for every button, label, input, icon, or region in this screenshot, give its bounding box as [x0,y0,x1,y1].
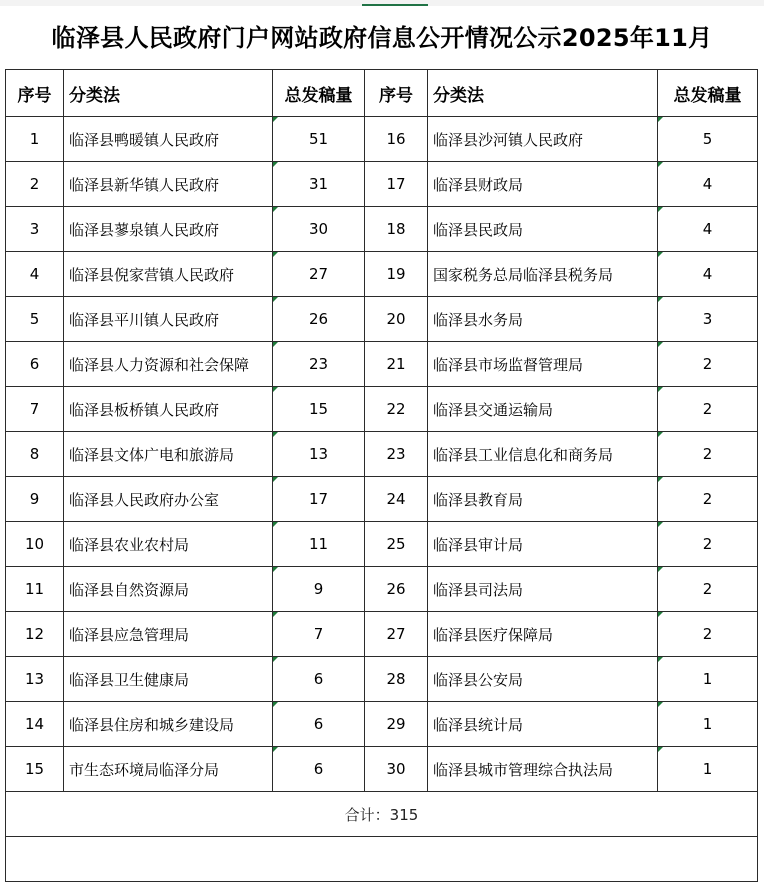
count-cell[interactable]: 2 [658,477,758,522]
header-seq[interactable]: 序号 [365,70,428,117]
seq-cell[interactable]: 3 [6,207,64,252]
seq-cell[interactable]: 8 [6,432,64,477]
seq-cell[interactable]: 5 [6,297,64,342]
category-cell[interactable]: 临泽县交通运输局 [428,387,658,432]
count-cell[interactable]: 9 [273,567,365,612]
header-category[interactable]: 分类法 [64,70,273,117]
table-row [6,117,758,162]
seq-cell[interactable]: 4 [6,252,64,297]
count-cell[interactable]: 2 [658,342,758,387]
count-cell[interactable]: 1 [658,657,758,702]
category-cell[interactable]: 临泽县财政局 [428,162,658,207]
seq-cell[interactable]: 23 [365,432,428,477]
header-seq[interactable]: 序号 [6,70,64,117]
category-cell[interactable]: 临泽县倪家营镇人民政府 [64,252,273,297]
category-cell[interactable]: 临泽县水务局 [428,297,658,342]
seq-cell[interactable]: 30 [365,747,428,792]
seq-cell[interactable]: 20 [365,297,428,342]
seq-cell[interactable]: 1 [6,117,64,162]
count-cell[interactable]: 4 [658,207,758,252]
category-cell[interactable]: 国家税务总局临泽县税务局 [428,252,658,297]
count-cell[interactable]: 2 [658,567,758,612]
table-row [6,657,758,702]
category-cell[interactable]: 临泽县审计局 [428,522,658,567]
count-cell[interactable]: 2 [658,522,758,567]
table-row [6,252,758,297]
category-cell[interactable]: 临泽县工业信息化和商务局 [428,432,658,477]
table-row [6,567,758,612]
table-body [6,117,758,792]
count-cell[interactable]: 6 [273,657,365,702]
table-row [6,432,758,477]
seq-cell[interactable]: 11 [6,567,64,612]
table-row [6,297,758,342]
header-category[interactable]: 分类法 [428,70,658,117]
table-row [6,702,758,747]
category-cell[interactable]: 临泽县应急管理局 [64,612,273,657]
category-cell[interactable]: 临泽县卫生健康局 [64,657,273,702]
seq-cell[interactable]: 19 [365,252,428,297]
count-cell[interactable]: 5 [658,117,758,162]
table-row [6,162,758,207]
seq-cell[interactable]: 18 [365,207,428,252]
table-row [6,342,758,387]
seq-cell[interactable]: 13 [6,657,64,702]
category-cell[interactable]: 临泽县新华镇人民政府 [64,162,273,207]
seq-cell[interactable]: 14 [6,702,64,747]
seq-cell[interactable]: 9 [6,477,64,522]
count-cell[interactable]: 4 [658,162,758,207]
seq-cell[interactable]: 24 [365,477,428,522]
category-cell[interactable]: 临泽县人力资源和社会保障 [64,342,273,387]
count-cell[interactable]: 30 [273,207,365,252]
seq-cell[interactable]: 2 [6,162,64,207]
seq-cell[interactable]: 29 [365,702,428,747]
seq-cell[interactable]: 16 [365,117,428,162]
count-cell[interactable]: 3 [658,297,758,342]
header-count[interactable]: 总发稿量 [658,70,758,117]
count-cell[interactable]: 7 [273,612,365,657]
category-cell[interactable]: 临泽县市场监督管理局 [428,342,658,387]
count-cell[interactable]: 31 [273,162,365,207]
category-cell[interactable]: 临泽县自然资源局 [64,567,273,612]
total-row [6,792,758,837]
seq-cell[interactable]: 12 [6,612,64,657]
table-row [6,207,758,252]
active-sheet-tab-indicator[interactable] [362,4,428,6]
count-cell[interactable]: 2 [658,612,758,657]
count-cell[interactable]: 15 [273,387,365,432]
seq-cell[interactable]: 6 [6,342,64,387]
table-row [6,747,758,792]
seq-cell[interactable]: 22 [365,387,428,432]
count-cell[interactable]: 23 [273,342,365,387]
category-cell[interactable]: 临泽县司法局 [428,567,658,612]
category-cell[interactable]: 市生态环境局临泽分局 [64,747,273,792]
seq-cell[interactable]: 21 [365,342,428,387]
seq-cell[interactable]: 28 [365,657,428,702]
category-cell[interactable]: 临泽县公安局 [428,657,658,702]
table-row [6,387,758,432]
count-cell[interactable]: 1 [658,702,758,747]
count-cell[interactable]: 1 [658,747,758,792]
category-cell[interactable]: 临泽县蓼泉镇人民政府 [64,207,273,252]
table-row [6,477,758,522]
seq-cell[interactable]: 26 [365,567,428,612]
count-cell[interactable]: 17 [273,477,365,522]
category-cell[interactable]: 临泽县统计局 [428,702,658,747]
disclosure-table [5,69,758,882]
category-cell[interactable]: 临泽县住房和城乡建设局 [64,702,273,747]
seq-cell[interactable]: 7 [6,387,64,432]
table-row [6,612,758,657]
count-cell[interactable]: 27 [273,252,365,297]
spacer-cell [6,837,758,882]
count-cell[interactable]: 6 [273,747,365,792]
seq-cell[interactable]: 15 [6,747,64,792]
category-cell[interactable]: 临泽县教育局 [428,477,658,522]
page-title: 临泽县人民政府门户网站政府信息公开情况公示2025年11月 [51,24,713,52]
count-cell[interactable]: 2 [658,432,758,477]
count-cell[interactable]: 13 [273,432,365,477]
total-cell[interactable]: 合计：315 [6,792,758,837]
category-cell[interactable]: 临泽县医疗保障局 [428,612,658,657]
category-cell[interactable]: 临泽县板桥镇人民政府 [64,387,273,432]
category-cell[interactable]: 临泽县民政局 [428,207,658,252]
category-cell[interactable]: 临泽县文体广电和旅游局 [64,432,273,477]
count-cell[interactable]: 4 [658,252,758,297]
table-row [6,522,758,567]
spacer-row [6,837,758,882]
category-cell[interactable]: 临泽县平川镇人民政府 [64,297,273,342]
sheet-top-bar [0,0,764,6]
header-row [6,70,758,117]
count-cell[interactable]: 2 [658,387,758,432]
header-count[interactable]: 总发稿量 [273,70,365,117]
seq-cell[interactable]: 27 [365,612,428,657]
seq-cell[interactable]: 25 [365,522,428,567]
category-cell[interactable]: 临泽县农业农村局 [64,522,273,567]
category-cell[interactable]: 临泽县人民政府办公室 [64,477,273,522]
count-cell[interactable]: 26 [273,297,365,342]
seq-cell[interactable]: 17 [365,162,428,207]
count-cell[interactable]: 51 [273,117,365,162]
count-cell[interactable]: 11 [273,522,365,567]
category-cell[interactable]: 临泽县城市管理综合执法局 [428,747,658,792]
seq-cell[interactable]: 10 [6,522,64,567]
category-cell[interactable]: 临泽县鸭暖镇人民政府 [64,117,273,162]
category-cell[interactable]: 临泽县沙河镇人民政府 [428,117,658,162]
count-cell[interactable]: 6 [273,702,365,747]
